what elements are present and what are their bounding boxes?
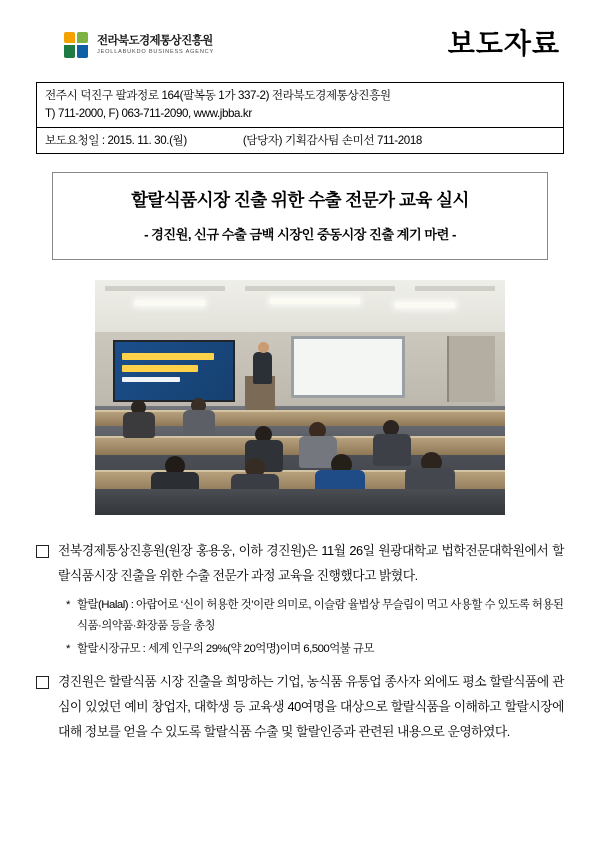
- asterisk-icon: *: [66, 598, 70, 611]
- photo-desk-row-1: [95, 410, 505, 426]
- photo-whiteboard: [291, 336, 405, 398]
- photo-scene: [95, 280, 505, 515]
- checkbox-bullet-icon: [36, 545, 49, 558]
- paragraph-1-text: 전북경제통상진흥원(원장 홍용웅, 이하 경진원)은 11월 26일 원광대학교 법학전문대학원에서 할랄식품시장 진출을 위한 수출 전문가 과정 교육을 진행했다고 밝혔다.: [58, 542, 564, 583]
- headline-sub: - 경진원, 신규 수출 금백 시장인 중동시장 진출 계기 마련 -: [144, 226, 456, 242]
- press-photo: [95, 280, 505, 515]
- contact-info-table: [36, 82, 564, 154]
- photo-ceiling: [95, 280, 505, 332]
- logo-english-name: JEOLLABUKDO BUSINESS AGENCY: [97, 48, 215, 55]
- checkbox-bullet-icon: [36, 676, 49, 689]
- headline-main: 할랄식품시장 진출 위한 수출 전문가 교육 실시: [131, 189, 469, 210]
- logo-text: [97, 35, 214, 56]
- address-line-1: 전주시 덕진구 팔과정로 164(팔복동 1가 337-2) 전라북도경제통상진흥원: [45, 89, 391, 102]
- note-item: [66, 639, 564, 660]
- paragraph-1: [36, 539, 564, 589]
- photo-presenter: [253, 352, 272, 384]
- organization-logo: [36, 26, 214, 58]
- photo-attendee: [183, 410, 215, 436]
- photo-door: [447, 336, 495, 402]
- paragraph-2-text: 경진원은 할랄식품 시장 진출을 희망하는 기업, 농식품 유통업 종사자 외에도 평소 할랄식품에 관심이 있었던 예비 창업자, 대학생 등 교육생 40여명을 대상으로 할랄식품을 이해하고 할랄시장에 대해 정보를 얻을 수 있도록 할랄식품 수출 및 할랄인증과 관련된 내용으로 운영하였다.: [58, 673, 564, 739]
- note-list: [66, 595, 564, 660]
- logo-korean-name: 전라북도경제통상진흥원: [97, 34, 213, 47]
- photo-presenter-head: [258, 342, 269, 353]
- note-item-text: 할랄(Halal) : 아랍어로 ‘신이 허용한 것’이란 의미로, 이슬람 율법상 무슬림이 먹고 사용할 수 있도록 허용된 식품·의약품·화장품 등을 총칭: [77, 598, 564, 632]
- photo-floor: [95, 489, 505, 515]
- four-square-logo-icon: [64, 32, 90, 58]
- note-item-text: 할랄시장규모 : 세계 인구의 29%(약 20억명)이며 6,500억불 규모: [77, 642, 374, 655]
- masthead: [36, 26, 564, 72]
- note-item: [66, 595, 564, 637]
- photo-attendee: [123, 412, 155, 438]
- release-date: 보도요청일 : 2015. 11. 30.(월): [45, 133, 187, 147]
- photo-projection-screen: [113, 340, 235, 402]
- headline-box: [52, 172, 548, 260]
- article-body: [36, 539, 564, 745]
- asterisk-icon: *: [66, 642, 70, 655]
- release-row: [37, 128, 563, 153]
- contact-person: (담당자) 기획감사팀 손미선 711-2018: [242, 133, 422, 147]
- address-row: [37, 83, 563, 128]
- address-line-2: T) 711-2000, F) 063-711-2090, www.jbba.kr: [45, 106, 252, 120]
- paragraph-2: [36, 670, 564, 745]
- photo-attendee: [373, 434, 411, 466]
- document-type-title: 보도자료: [447, 28, 560, 59]
